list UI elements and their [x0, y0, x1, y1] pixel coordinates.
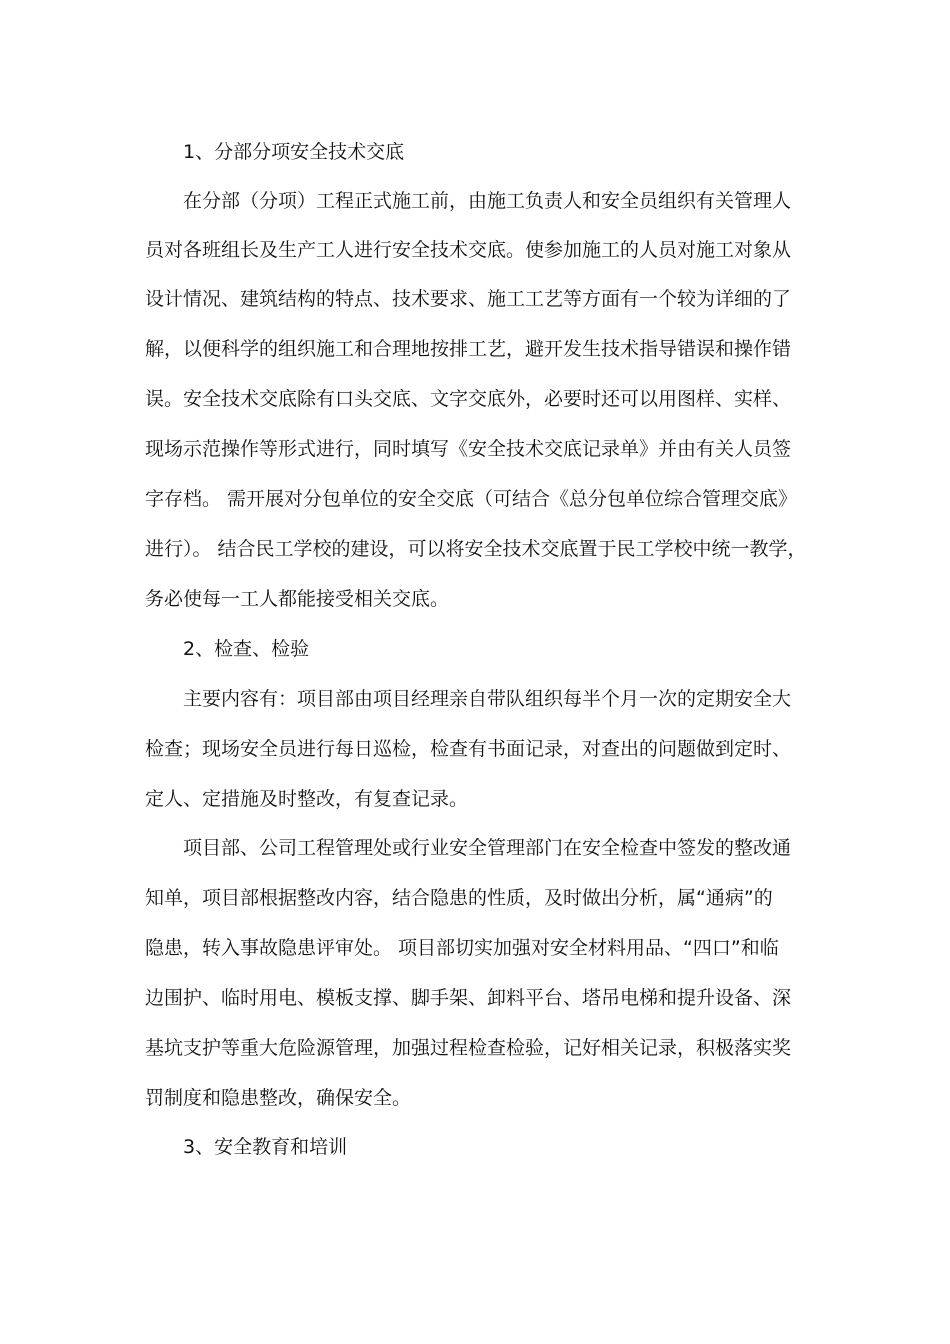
- paragraph-line: 字存档。 需开展对分包单位的安全交底（可结合《总分包单位综合管理交底》: [145, 488, 798, 510]
- paragraph-line: 知单，项目部根据整改内容，结合隐患的性质，及时做出分析，属“通病”的: [145, 887, 773, 909]
- paragraph-line: 现场示范操作等形式进行，同时填写《安全技术交底记录单》并由有关人员签: [145, 438, 792, 460]
- paragraph-line: 务必使每一工人都能接受相关交底。: [145, 588, 450, 610]
- paragraph-line: 设计情况、建筑结构的特点、技术要求、施工工艺等方面有一个较为详细的了: [145, 288, 792, 310]
- paragraph-line: 员对各班组长及生产工人进行安全技术交底。使参加施工的人员对施工对象从: [145, 239, 792, 261]
- paragraph-line: 进行）。 结合民工学校的建设，可以将安全技术交底置于民工学校中统一教学，: [145, 538, 807, 560]
- paragraph-line: 罚制度和隐患整改，确保安全。: [145, 1087, 412, 1109]
- paragraph-line: 解，以便科学的组织施工和合理地按排工艺，避开发生技术指导错误和操作错: [145, 338, 792, 360]
- paragraph-line: 主要内容有：项目部由项目经理亲自带队组织每半个月一次的定期安全大: [183, 688, 792, 710]
- section-heading-1: 1、分部分项安全技术交底: [183, 141, 405, 163]
- paragraph-line: 检查；现场安全员进行每日巡检，检查有书面记录，对查出的问题做到定时、: [145, 738, 792, 760]
- section-heading-2: 2、检查、检验: [183, 638, 310, 660]
- paragraph-line: 误。安全技术交底除有口头交底、文字交底外，必要时还可以用图样、实样、: [145, 388, 792, 410]
- section-heading-3: 3、安全教育和培训: [183, 1136, 348, 1158]
- paragraph-line: 边围护、临时用电、模板支撑、脚手架、卸料平台、塔吊电梯和提升设备、深: [145, 987, 792, 1009]
- paragraph-line: 定人、定措施及时整改，有复查记录。: [145, 788, 469, 810]
- paragraph-line: 基坑支护等重大危险源管理，加强过程检查检验，记好相关记录，积极落实奖: [145, 1037, 792, 1059]
- paragraph-line: 隐患，转入事故隐患评审处。 项目部切实加强对安全材料用品、“四口”和临: [145, 937, 779, 959]
- paragraph-line: 项目部、公司工程管理处或行业安全管理部门在安全检查中签发的整改通: [183, 837, 792, 859]
- paragraph-line: 在分部（分项）工程正式施工前，由施工负责人和安全员组织有关管理人: [183, 190, 792, 212]
